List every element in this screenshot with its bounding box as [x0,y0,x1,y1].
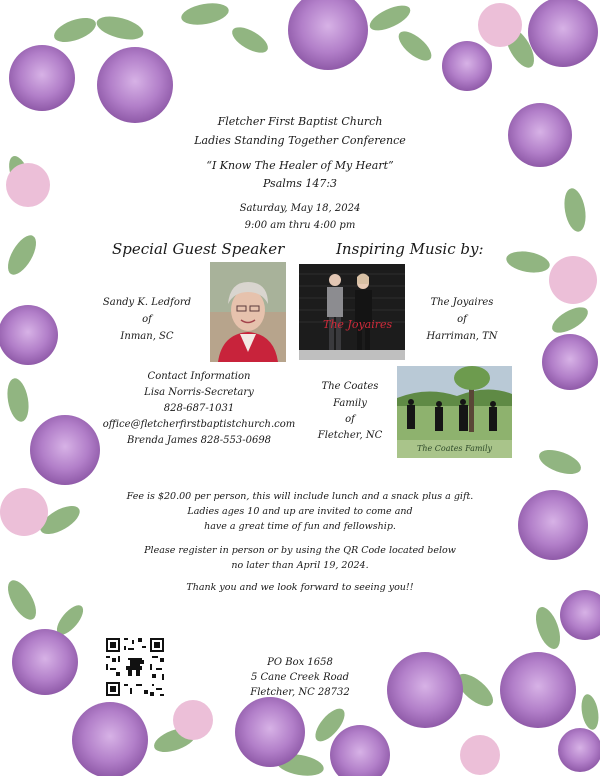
conference-title: Ladies Standing Together Conference [194,134,406,147]
ages-line: Ladies ages 10 and up are invited to come and [187,506,413,517]
speaker-name: Sandy K. Ledford [102,297,192,308]
coates-family-photo [397,366,512,458]
speaker-photo [210,262,286,362]
fellowship-line: have a great time of fun and fellowship. [204,521,396,532]
coates-of: of [345,414,355,425]
music-heading: Inspiring Music by: [336,240,484,258]
joyaires-photo [299,264,405,360]
contact-email[interactable]: office@fletcherfirstbaptistchurch.com [102,419,296,430]
address-street: 5 Cane Creek Road [250,672,350,683]
thank-you-line: Thank you and we look forward to seeing you!! [186,582,414,593]
joyaires-name: The Joyaires [430,297,494,308]
contact-person2: Brenda James 828-553-0698 [126,435,272,446]
event-time: 9:00 am thru 4:00 pm [244,220,356,231]
coates-place: Fletcher, NC [317,430,383,441]
coates-name1: The Coates [321,381,379,392]
speaker-place: Inman, SC [120,331,174,342]
joyaires-place: Harriman, TN [426,331,498,342]
joyaires-photo-caption: The Joyaires [323,318,393,331]
address-city: Fletcher, NC 28732 [250,687,350,698]
speaker-heading: Special Guest Speaker [112,240,285,258]
joyaires-of: of [457,314,467,325]
coates-name2: Family [333,398,367,409]
coates-photo-caption: The Coates Family [417,444,493,453]
church-name: Fletcher First Baptist Church [217,115,383,128]
event-date: Saturday, May 18, 2024 [239,203,361,214]
contact-title: Contact Information [147,371,251,382]
register-line: Please register in person or by using the QR Code located below [144,545,456,556]
contact-person1: Lisa Norris-Secretary [144,387,254,398]
address-po-box: PO Box 1658 [267,657,333,668]
contact-phone1: 828-687-1031 [163,403,235,414]
deadline-line: no later than April 19, 2024. [231,560,369,571]
speaker-of: of [142,314,152,325]
theme-title: “I Know The Healer of My Heart” [206,159,394,172]
scripture: Psalms 147:3 [262,177,338,190]
fee-line: Fee is $20.00 per person, this will include lunch and a snack plus a gift. [126,491,474,502]
registration-qr-code[interactable] [104,636,166,698]
